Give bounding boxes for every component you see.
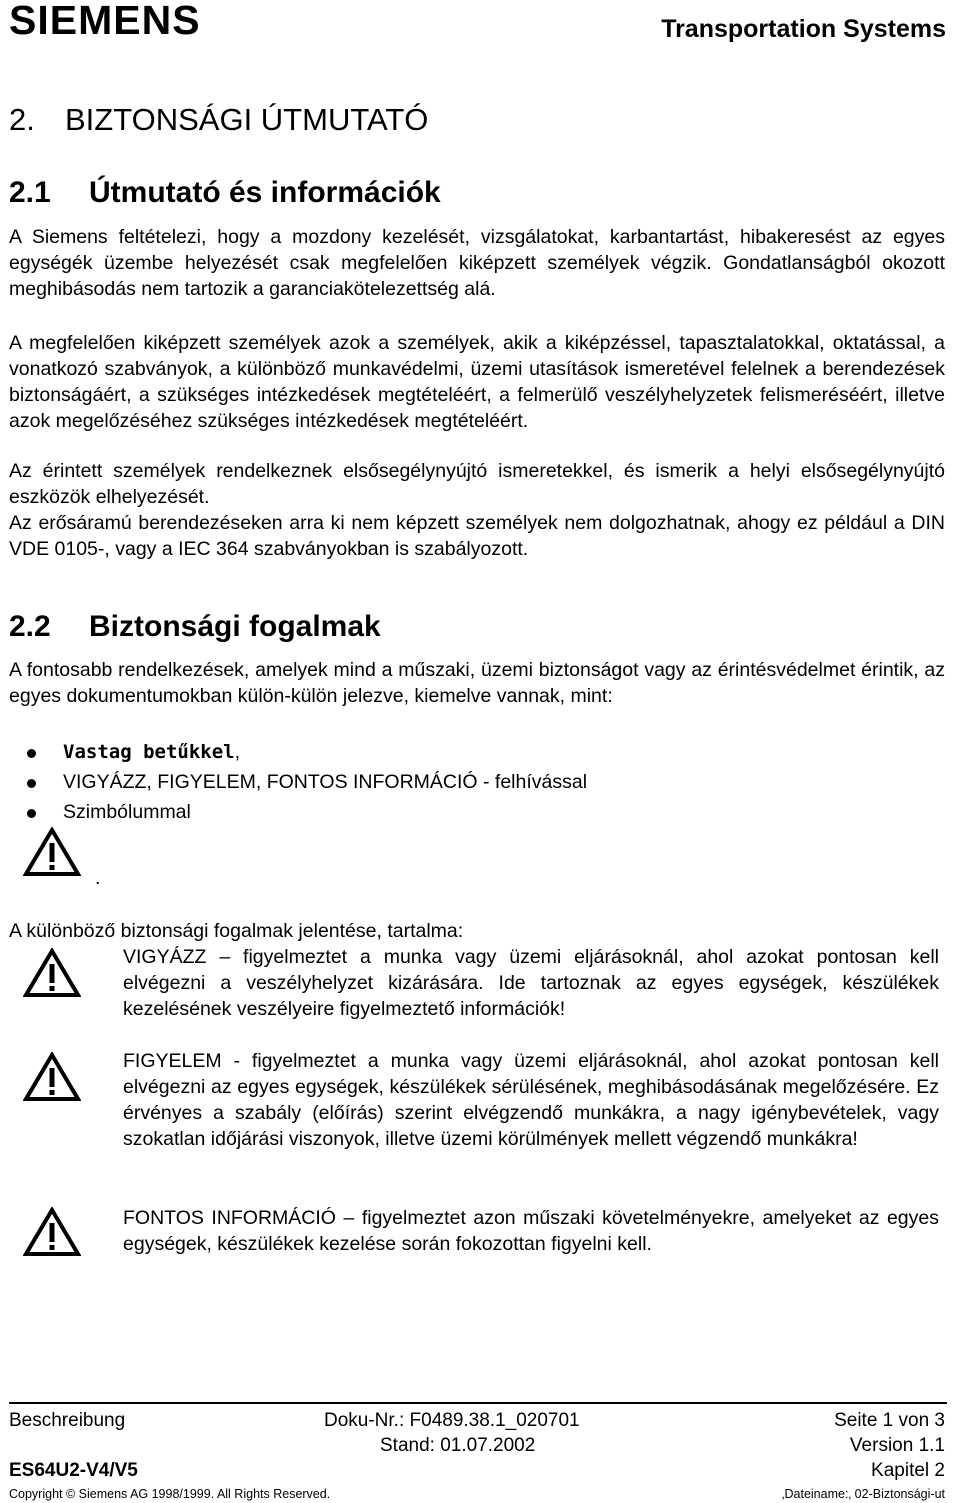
- warning-triangle-icon: [23, 827, 81, 877]
- list-item-tail: ,: [234, 741, 241, 763]
- footer-filename: ‚Dateiname:‚ 02-Biztonsági-ut: [781, 1487, 945, 1501]
- paragraph-trained-persons: A megfelelően kiképzett személyek azok a személyek, akik a kiképzéssel, tapasztalatokkal, oktatással, a vonatkozó szabványok, a különböző munkavédelmi, üzemi utasítások ismeretével felelnek a berendezések biztonságáért, a szükséges intézkedések megtételéért, a felmerülő veszélyhelyzetek felismeréséért, illetve azok megelőzéséhez szükséges intézkedések megtételéért.: [9, 332, 945, 432]
- warning-triangle-icon: [23, 1052, 81, 1102]
- bold-text-example: Vastag betűkkel: [63, 741, 235, 763]
- subsection-number: 2.1: [9, 176, 51, 209]
- list-item: [27, 767, 587, 797]
- paragraph-intro: A fontosabb rendelkezések, amelyek mind a műszaki, üzemi biztonságot vagy az érintésvédelmet érintik, az egyes dokumentumokban külön-külön jelezve, kiemelve vannak, mint:: [9, 659, 945, 707]
- footer-chapter: Kapitel 2: [871, 1460, 945, 1481]
- list-item-label: VIGYÁZZ, FIGYELEM, FONTOS INFORMÁCIÓ - felhívással: [63, 771, 588, 793]
- list-item: [27, 737, 587, 767]
- paragraph-responsibility: A Siemens feltételezi, hogy a mozdony kezelését, vizsgálatokat, karbantartást, hibakeresést az egyes egységék üzembe helyezését csak megfelelően kiképzett személyek végzik. Gondatlanságból okozott meghibásodás nem tartozik a garanciakötelezettség alá.: [9, 226, 945, 300]
- footer-copyright: Copyright © Siemens AG 1998/1999. All Rights Reserved.: [9, 1487, 331, 1501]
- bullet-icon: [27, 809, 36, 818]
- bullet-icon: [27, 779, 36, 788]
- list-item: [27, 797, 587, 827]
- footer-doc-number: Doku-Nr.: F0489.38.1_020701: [324, 1410, 580, 1431]
- symbol-dot: .: [95, 867, 101, 889]
- subsection-heading-2-2: [9, 607, 381, 647]
- definition-vigyazz: VIGYÁZZ – figyelmeztet a munka vagy üzemi eljárásoknál, ahol azokat pontosan kell elvégezni a veszélyhelyzet kizárására. Ide tartoznak az egyes egységek, készülékek kezelésének veszélyeire figyelmeztető információk!: [123, 946, 939, 1020]
- siemens-logo: SIEMENS: [9, 0, 201, 43]
- paragraph-high-voltage: Az erősáramú berendezéseken arra ki nem képzett személyek nem dolgozhatnak, ahogy ez például a DIN VDE 0105-, vagy a IEC 364 szabványokban is szabályozott.: [9, 512, 945, 560]
- footer-beschreibung: Beschreibung: [9, 1410, 126, 1431]
- list-item-label: Szimbólummal: [63, 801, 191, 823]
- meanings-label: A különböző biztonsági fogalmak jelentése, tartalma:: [9, 920, 464, 942]
- footer-date: Stand: 01.07.2002: [380, 1435, 536, 1456]
- footer-divider: [9, 1402, 947, 1404]
- definition-fontos-informacio: FONTOS INFORMÁCIÓ – figyelmeztet azon műszaki követelményekre, amelyeket az egyes egységek, készülékek kezelése során fokozottan figyelni kell.: [123, 1207, 939, 1255]
- warning-triangle-icon: [23, 1207, 81, 1257]
- paragraph-first-aid: Az érintett személyek rendelkeznek elsősegélynyújtó ismeretekkel, és ismerik a helyi elsősegélynyújtó eszközök elhelyezését.: [9, 460, 945, 508]
- section-heading: [9, 100, 428, 140]
- division-title: Transportation Systems: [661, 15, 946, 43]
- subsection-title: Biztonsági fogalmak: [89, 610, 381, 643]
- marking-methods-list: [27, 737, 587, 827]
- footer-version: Version 1.1: [849, 1435, 945, 1456]
- subsection-title: Útmutató és információk: [89, 176, 441, 209]
- footer-model: ES64U2-V4/V5: [9, 1460, 138, 1481]
- warning-triangle-icon: [23, 948, 81, 998]
- section-title: BIZTONSÁGI ÚTMUTATÓ: [65, 102, 429, 137]
- bullet-icon: [27, 749, 36, 758]
- section-number: 2.: [9, 102, 35, 137]
- definition-figyelem: FIGYELEM - figyelmeztet a munka vagy üzemi eljárásoknál, ahol azokat pontosan kell elvégezni az egyes egységek, készülékek sérülésének, meghibásodásának megelőzésére. Ez érvényes a szabály (előírás) szerint elvégzendő munkákra, a nagy igénybevételek, vagy szokatlan időjárási viszonyok, illetve üzemi körülmények mellett végzendő munkákra!: [123, 1050, 939, 1150]
- subsection-number: 2.2: [9, 610, 51, 643]
- subsection-heading-2-1: [9, 173, 441, 213]
- footer-page: Seite 1 von 3: [834, 1410, 945, 1431]
